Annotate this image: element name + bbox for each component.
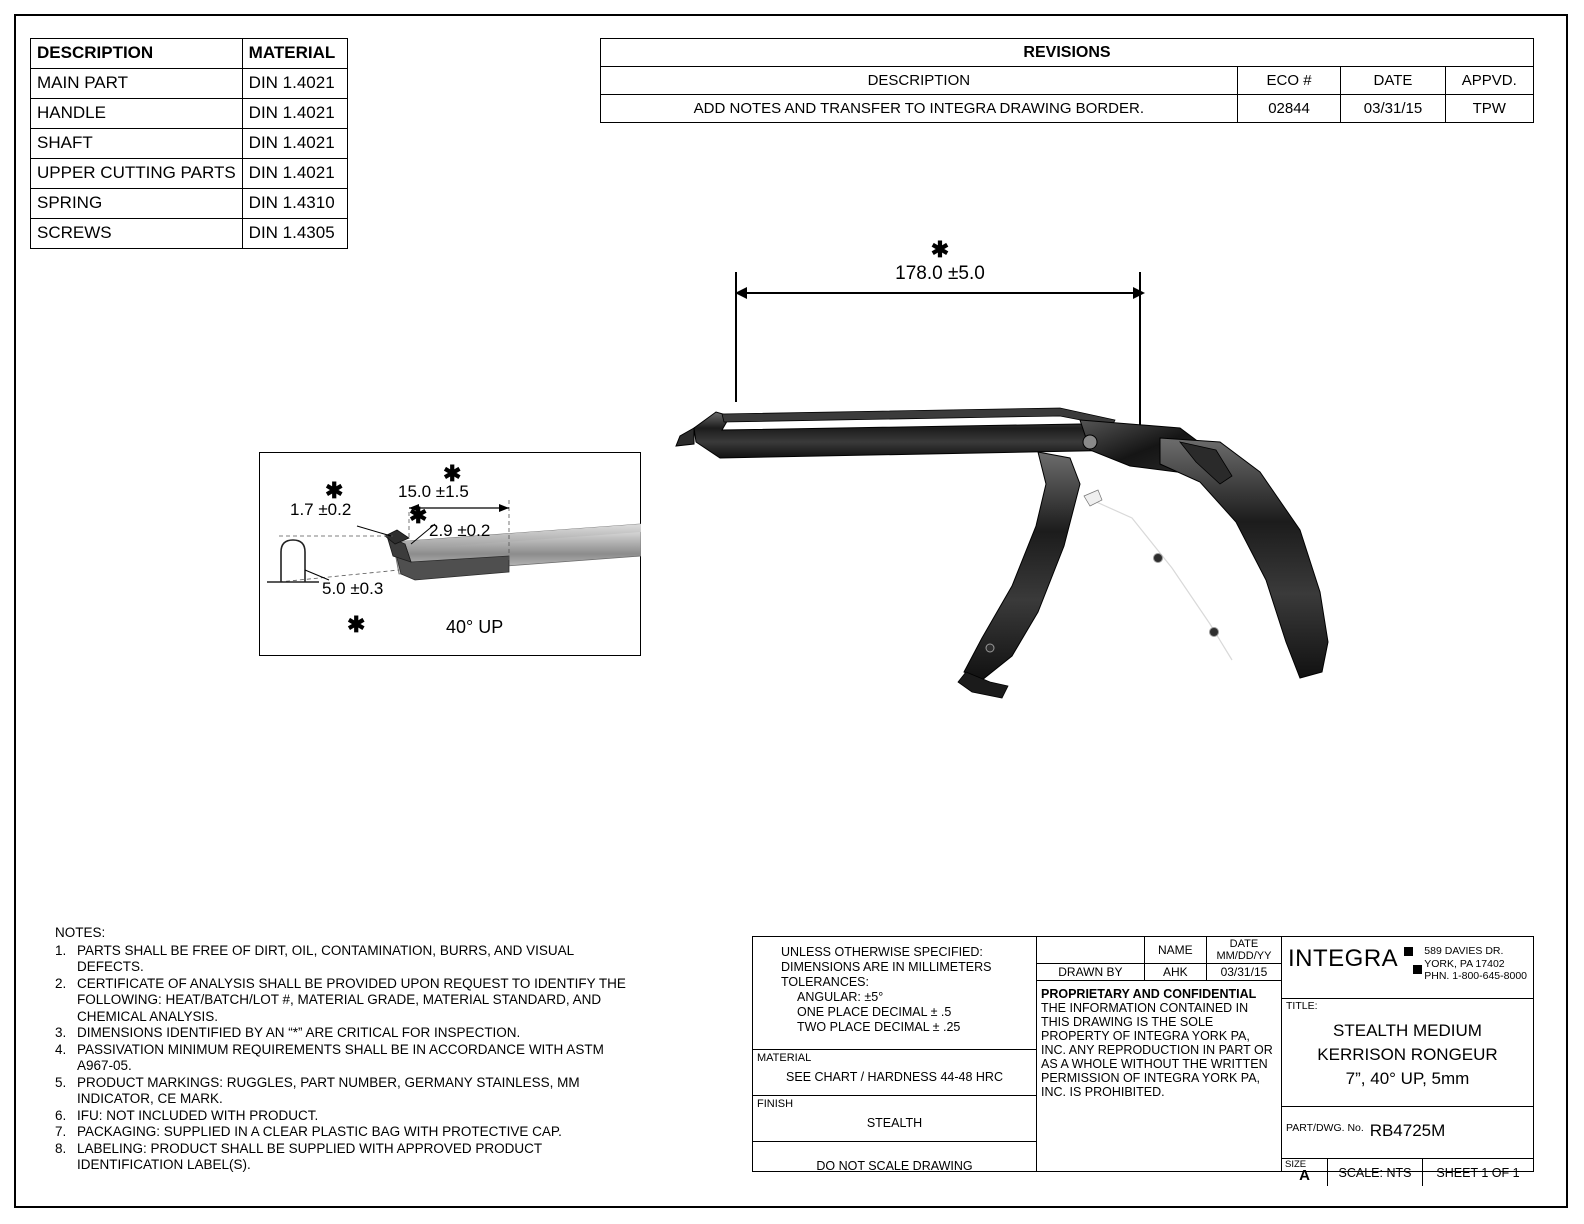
overall-length-dimension: [735, 237, 1145, 299]
general-tolerances: [753, 937, 1036, 1050]
revisions-header-description: DESCRIPTION: [601, 67, 1238, 95]
table-row: [601, 39, 1534, 67]
table-row: [601, 67, 1534, 95]
list-item: 6. IFU: NOT INCLUDED WITH PRODUCT.: [55, 1107, 319, 1123]
dimension-line: [741, 292, 1139, 294]
material-field-value: SEE CHART / HARDNESS 44-48 HRC: [786, 1070, 1003, 1084]
title-block: [752, 936, 1534, 1184]
notes-heading: NOTES:: [55, 925, 106, 940]
note-text: CERTIFICATE OF ANALYSIS SHALL BE PROVIDED UPON REQUEST TO IDENTIFY THE FOLLOWING: HEAT/BATCH/LOT #, MATERIAL GRADE, MATERIAL STANDARD, AND CHEMICAL ANALYSIS.: [77, 975, 626, 1024]
address-line: 589 DAVIES DR.: [1424, 945, 1504, 957]
note-text: DIMENSIONS IDENTIFIED BY AN “*” ARE CRITICAL FOR INSPECTION.: [77, 1025, 521, 1040]
critical-star-icon: ✱: [930, 237, 950, 262]
table-row: [31, 159, 348, 189]
integra-logo-mark-icon: [1404, 947, 1422, 974]
note-text: PARTS SHALL BE FREE OF DIRT, OIL, CONTAMINATION, BURRS, AND VISUAL DEFECTS.: [77, 942, 574, 974]
table-row: [31, 69, 348, 99]
list-item: 5. PRODUCT MARKINGS: RUGGLES, PART NUMBER, GERMANY STAINLESS, MM INDICATOR, CE MARK.: [55, 1074, 580, 1106]
size-field: [1282, 1159, 1328, 1186]
spec-line: TWO PLACE DECIMAL ± .25: [797, 1020, 961, 1034]
table-row: [31, 129, 348, 159]
drawn-by-date: 03/31/15: [1206, 964, 1281, 981]
approval-header-date: [1206, 937, 1281, 964]
critical-star-icon: ✱: [347, 612, 366, 637]
revisions-title: REVISIONS: [601, 39, 1534, 67]
title-block-spec-column: [753, 937, 1037, 1171]
approval-blank-cell: [1037, 937, 1144, 964]
integra-logo-text: INTEGRA: [1288, 945, 1399, 972]
part-number-value: RB4725M: [1369, 1121, 1446, 1140]
approval-header-date-format: MM/DD/YY: [1216, 950, 1272, 962]
dimension-arrow-line: [735, 287, 1145, 299]
size-value: A: [1299, 1167, 1310, 1184]
spec-line: TOLERANCES:: [781, 975, 869, 989]
opening-dimension: 5.0 ±0.3: [322, 579, 384, 598]
title-block-approval-column: [1037, 937, 1282, 1171]
drawing-title-field: [1282, 999, 1533, 1107]
note-text: LABELING: PRODUCT SHALL BE SUPPLIED WITH APPROVED PRODUCT IDENTIFICATION LABEL(S).: [77, 1140, 542, 1172]
foot-thickness-dimension: 2.9 ±0.2: [429, 521, 491, 540]
material-row-description: UPPER CUTTING PARTS: [31, 159, 243, 189]
address-line: PHN. 1-800-645-8000: [1424, 970, 1527, 982]
material-row-material: DIN 1.4310: [242, 189, 347, 219]
revision-eco: 02844: [1237, 95, 1341, 123]
revision-approved: TPW: [1445, 95, 1533, 123]
angle-label: 40° UP: [446, 617, 504, 637]
table-row: [31, 189, 348, 219]
note-text: IFU: NOT INCLUDED WITH PRODUCT.: [77, 1107, 319, 1123]
critical-star-icon: ✱: [325, 478, 344, 503]
revisions-table: [600, 38, 1534, 123]
material-row-description: HANDLE: [31, 99, 243, 129]
material-row-description: SPRING: [31, 189, 243, 219]
address-line: YORK, PA 17402: [1424, 957, 1505, 970]
title-field-value: [1282, 1019, 1533, 1091]
title-line: STEALTH MEDIUM: [1333, 1021, 1482, 1040]
do-not-scale-note: DO NOT SCALE DRAWING: [816, 1159, 973, 1173]
notes-section: [55, 925, 635, 1174]
company-address: [1424, 945, 1527, 983]
material-table-header-description: DESCRIPTION: [31, 39, 243, 69]
revisions-header-date: DATE: [1341, 67, 1445, 95]
proprietary-heading: PROPRIETARY AND CONFIDENTIAL: [1041, 987, 1257, 1001]
revisions-header-eco: ECO #: [1237, 67, 1341, 95]
title-line: KERRISON RONGEUR: [1317, 1045, 1498, 1064]
revision-description: ADD NOTES AND TRANSFER TO INTEGRA DRAWING BORDER.: [601, 95, 1238, 123]
drawn-by-name: AHK: [1144, 964, 1206, 981]
proprietary-notice: [1037, 981, 1281, 1101]
table-row: [1037, 937, 1281, 964]
title-field-label: TITLE:: [1286, 1000, 1318, 1012]
note-text: PRODUCT MARKINGS: RUGGLES, PART NUMBER, GERMANY STAINLESS, MM INDICATOR, CE MARK.: [77, 1074, 580, 1106]
material-row-material: DIN 1.4021: [242, 69, 347, 99]
approval-header-name: NAME: [1144, 937, 1206, 964]
kerrison-rongeur-illustration: [660, 380, 1400, 760]
material-row-material: DIN 1.4021: [242, 99, 347, 129]
table-row: [601, 95, 1534, 123]
table-row: [1037, 964, 1281, 981]
title-block-footer: [1282, 1159, 1533, 1186]
spec-line: ANGULAR: ±5°: [797, 990, 884, 1004]
list-item: 4. PASSIVATION MINIMUM REQUIREMENTS SHALL BE IN ACCORDANCE WITH ASTM A967-05.: [55, 1041, 604, 1073]
material-table: [30, 38, 348, 249]
material-row-description: SCREWS: [31, 219, 243, 249]
drawn-by-label: DRAWN BY: [1037, 964, 1144, 981]
size-label: SIZE: [1285, 1159, 1307, 1170]
material-row-description: SHAFT: [31, 129, 243, 159]
company-logo-block: [1282, 937, 1533, 999]
revision-date: 03/31/15: [1341, 95, 1445, 123]
material-row-material: DIN 1.4021: [242, 129, 347, 159]
list-item: 8. LABELING: PRODUCT SHALL BE SUPPLIED WITH APPROVED PRODUCT IDENTIFICATION LABEL(S).: [55, 1140, 542, 1172]
spec-line: DIMENSIONS ARE IN MILLIMETERS: [781, 960, 992, 974]
material-row-description: MAIN PART: [31, 69, 243, 99]
list-item: 1. PARTS SHALL BE FREE OF DIRT, OIL, CONTAMINATION, BURRS, AND VISUAL DEFECTS.: [55, 942, 574, 974]
table-row: [31, 219, 348, 249]
spec-line: UNLESS OTHERWISE SPECIFIED:: [781, 945, 983, 959]
note-text: PACKAGING: SUPPLIED IN A CLEAR PLASTIC BAG WITH PROTECTIVE CAP.: [77, 1124, 562, 1139]
finish-field-value: STEALTH: [866, 1116, 923, 1130]
approval-table: [1037, 937, 1281, 981]
list-item: 2. CERTIFICATE OF ANALYSIS SHALL BE PROVIDED UPON REQUEST TO IDENTIFY THE FOLLOWING: HEAT/BATCH/LOT #, MATERIAL GRADE, MATERIAL STANDARD, AND CHEMICAL ANALYSIS.: [55, 975, 626, 1024]
revisions-header-approved: APPVD.: [1445, 67, 1533, 95]
tip-height-dimension: 1.7 ±0.2: [290, 500, 352, 519]
foot-length-dimension: 15.0 ±1.5: [398, 482, 469, 501]
overall-length-value: 178.0 ±5.0: [895, 263, 985, 284]
spec-line: ONE PLACE DECIMAL ± .5: [797, 1005, 952, 1019]
proprietary-text: THE INFORMATION CONTAINED IN THIS DRAWING IS THE SOLE PROPERTY OF INTEGRA YORK PA, INC. ANY REPRODUCTION IN PART OR AS A WHOLE WITHOUT THE WRITTEN PERMISSION OF INTEGRA YORK PA, INC. IS PROHIBITED.: [1041, 1001, 1273, 1099]
finish-field: [753, 1096, 1036, 1142]
scale-field: SCALE: NTS: [1328, 1159, 1423, 1186]
note-text: PASSIVATION MINIMUM REQUIREMENTS SHALL BE IN ACCORDANCE WITH ASTM A967-05.: [77, 1041, 604, 1073]
material-table-header-material: MATERIAL: [242, 39, 347, 69]
material-row-material: DIN 1.4305: [242, 219, 347, 249]
table-row: [31, 99, 348, 129]
critical-star-icon: ✱: [443, 461, 462, 486]
finish-field-label: FINISH: [757, 1098, 794, 1110]
material-row-material: DIN 1.4021: [242, 159, 347, 189]
part-number-field: [1282, 1121, 1533, 1159]
critical-star-icon: ✱: [409, 503, 428, 528]
material-field-label: MATERIAL: [757, 1052, 812, 1064]
list-item: 7. PACKAGING: SUPPLIED IN A CLEAR PLASTIC BAG WITH PROTECTIVE CAP.: [55, 1124, 562, 1139]
approval-header-date-text: DATE: [1229, 938, 1259, 950]
part-number-label: PART/DWG. No.: [1286, 1122, 1364, 1134]
sheet-field: SHEET 1 OF 1: [1436, 1165, 1520, 1180]
table-row: [31, 39, 348, 69]
list-item: 3. DIMENSIONS IDENTIFIED BY AN “*” ARE CRITICAL FOR INSPECTION.: [55, 1025, 521, 1040]
material-field: [753, 1050, 1036, 1096]
title-line: 7”, 40° UP, 5mm: [1345, 1069, 1470, 1088]
title-block-title-column: [1282, 937, 1533, 1184]
